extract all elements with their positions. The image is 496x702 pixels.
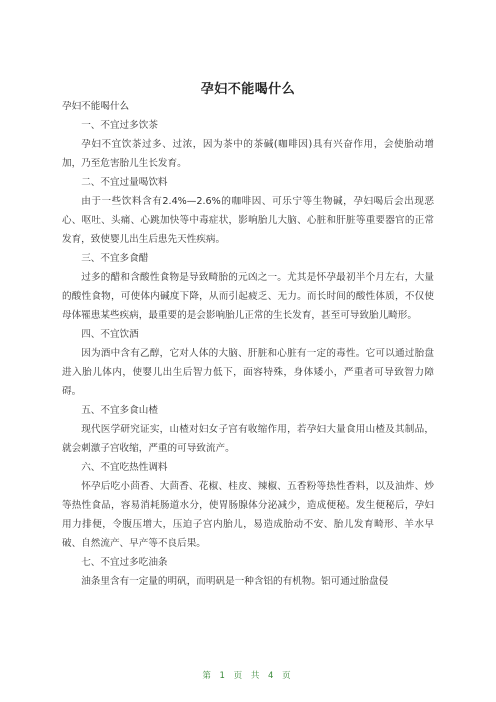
paragraph: 过多的醋和含酸性食物是导致畸胎的元凶之一。尤其是怀孕最初半个月左右，大量的酸性食物，可使体内碱度下降，从而引起疲乏、无力。而长时间的酸性体质，不仅使母体罹患某些疾病，最重要的是会影响胎儿正常的生长发育，甚至可导致胎儿畸形。: [62, 272, 434, 321]
paragraph: 油条里含有一定量的明矾，而明矾是一种含铝的有机物。铝可通过胎盘侵: [81, 576, 389, 587]
paragraph: 三、不宜多食醋: [81, 253, 149, 264]
paragraph: 二、不宜过量喝饮料: [81, 177, 168, 188]
paragraph: 孕妇不宜饮茶过多、过浓，因为茶中的茶碱(咖啡因)具有兴奋作用，会使胎动增加，乃至危害胎儿生长发育。: [62, 139, 434, 169]
paragraph: 六、不宜吃热性调料: [81, 462, 168, 473]
paragraph: 怀孕后吃小茴香、大茴香、花椒、桂皮、辣椒、五香粉等热性香料，以及油炸、炒等热性食品，容易消耗肠道水分，使胃肠腺体分泌减少，造成便秘。发生便秘后，孕妇用力排便，令腹压增大，压迫子宫内胎儿，易造成胎动不安、胎儿发育畸形、羊水早破、自然流产、早产等不良后果。: [62, 481, 434, 549]
document-body: [62, 97, 434, 591]
paragraph: 四、不宜饮酒: [81, 329, 139, 340]
page-footer: 第 1 页 共 4 页: [202, 671, 294, 681]
paragraph: 孕妇不能喝什么: [62, 101, 130, 112]
paragraph: 现代医学研究证实，山楂对妇女子宫有收缩作用，若孕妇大量食用山楂及其制品，就会刺激子宫收缩，严重的可导致流产。: [62, 424, 434, 454]
paragraph: 因为酒中含有乙醇，它对人体的大脑、肝脏和心脏有一定的毒性。它可以通过胎盘进入胎儿体内，使婴儿出生后智力低下，面容特殊，身体矮小，严重者可导致智力障碍。: [62, 348, 434, 397]
paragraph: 五、不宜多食山楂: [81, 405, 158, 416]
paragraph: 由于一些饮料含有2.4%—2.6%的咖啡因、可乐宁等生物碱，孕妇喝后会出现恶心、呕吐、头痛、心跳加快等中毒症状，影响胎儿大脑、心脏和肝脏等重要器官的正常发育，致使婴儿出生后患先天性疾病。: [62, 196, 434, 245]
document-title: 孕妇不能喝什么: [200, 82, 296, 97]
paragraph: 七、不宜过多吃油条: [81, 557, 168, 568]
paragraph: 一、不宜过多饮茶: [81, 120, 158, 131]
